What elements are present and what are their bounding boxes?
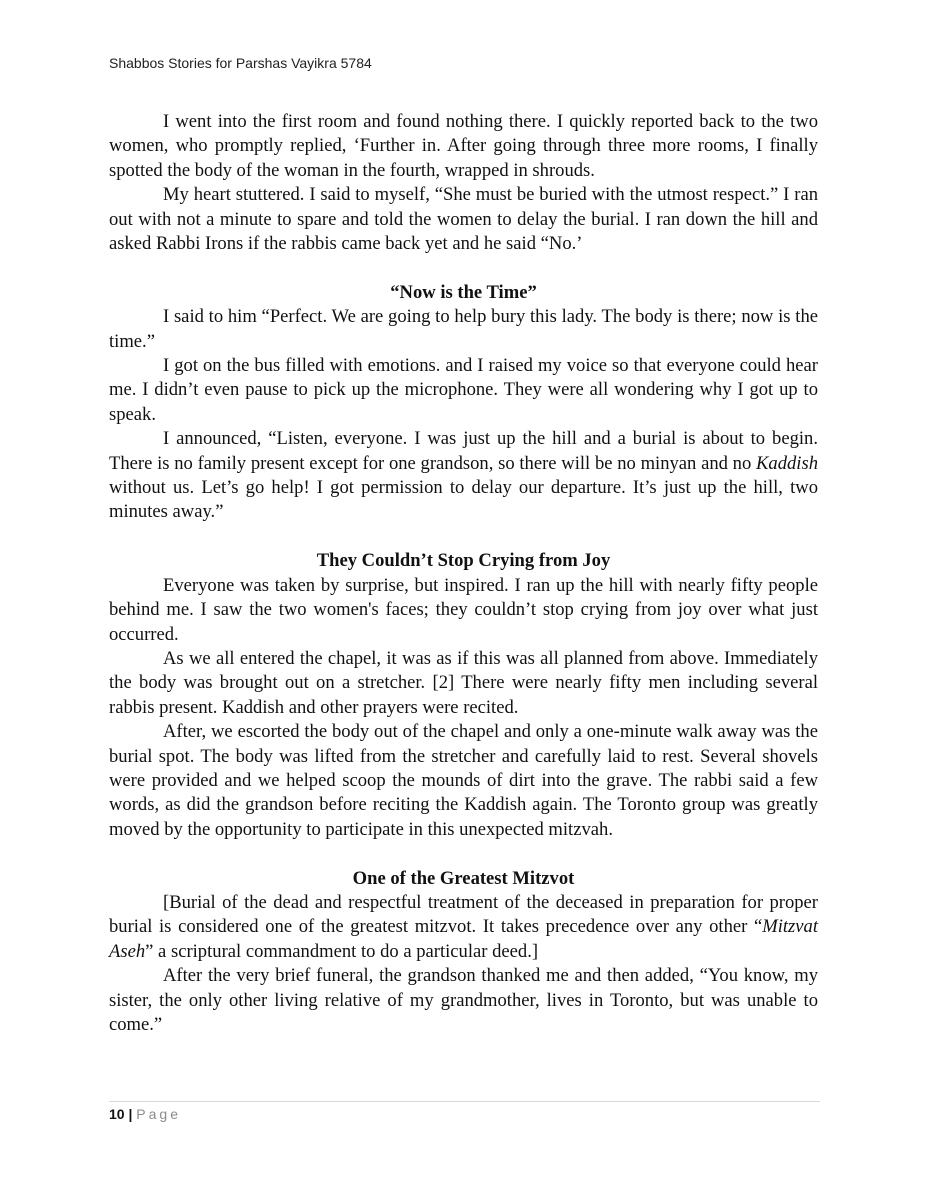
paragraph: As we all entered the chapel, it was as if this was all planned from above. Immediately the body was brought out on a stretcher. [2] There were nearly fifty men including several rabbis present. Kaddish and other prayers were recited. [109,647,818,718]
italic-term: Mitzvat Aseh [109,916,818,962]
running-header: Shabbos Stories for Parshas Vayikra 5784 [109,55,372,71]
section-heading: One of the Greatest Mitzvot [352,867,575,889]
section-heading: They Couldn’t Stop Crying from Joy [316,550,611,572]
text-run: without us. Let’s go help! I got permission to delay our departure. It’s just up the hill, two minutes away.” [109,477,818,523]
section-heading: “Now is the Time” [390,281,537,303]
paragraph: My heart stuttered. I said to myself, “She must be buried with the utmost respect.” I ran out with not a minute to spare and told the women to delay the burial. I ran down the hill and asked Rabbi Irons if the rabbis came back yet and he said “No.’ [109,184,818,255]
paragraph: I got on the bus filled with emotions. and I raised my voice so that everyone could hear me. I didn’t even pause to pick up the microphone. They were all wondering why I got up to speak. [109,355,818,425]
text-run: [Burial of the dead and respectful treatment of the deceased in preparation for proper burial is considered one of the greatest mitzvot. It takes precedence over any other “ [109,891,818,938]
spacer [109,842,818,866]
paragraph [109,891,818,964]
paragraph: After the very brief funeral, the grandson thanked me and then added, “You know, my sister, the only other living relative of my grandmother, lives in Toronto, but was unable to come.” [109,965,818,1035]
paragraph: I went into the first room and found nothing there. I quickly reported back to the two women, who promptly replied, ‘Further in. After going through three more rooms, I finally spotted the body of the woman in the fourth, wrapped in shrouds. [109,111,818,181]
text-run: ” a scriptural commandment to do a particular deed.] [145,940,539,962]
paragraph: Everyone was taken by surprise, but inspired. I ran up the hill with nearly fifty people behind me. I saw the two women's faces; they couldn’t stop crying from joy over what just occurred. [109,574,818,645]
spacer [109,256,818,280]
footer-separator: | [128,1106,133,1122]
paragraph [109,427,818,525]
page-footer [109,1106,181,1122]
paragraph: I said to him “Perfect. We are going to help bury this lady. The body is there; now is the time.” [109,306,818,352]
page-number: 10 [109,1106,125,1122]
page-label: Page [136,1106,181,1122]
spacer [109,525,818,549]
paragraph: After, we escorted the body out of the chapel and only a one-minute walk away was the burial spot. The body was lifted from the stretcher and carefully laid to rest. Several shovels were provided and we helped scoop the mounds of dirt into the grave. The rabbi said a few words, as did the grandson before reciting the Kaddish again. The Toronto group was greatly moved by the opportunity to participate in this unexpected mitzvah. [109,721,818,840]
italic-term: Kaddish [756,452,818,474]
text-run: I announced, “Listen, everyone. I was just up the hill and a burial is about to begin. There is no family present except for one grandson, so there will be no minyan and no [109,428,818,474]
document-body [109,110,818,1037]
footer-divider [109,1101,820,1102]
